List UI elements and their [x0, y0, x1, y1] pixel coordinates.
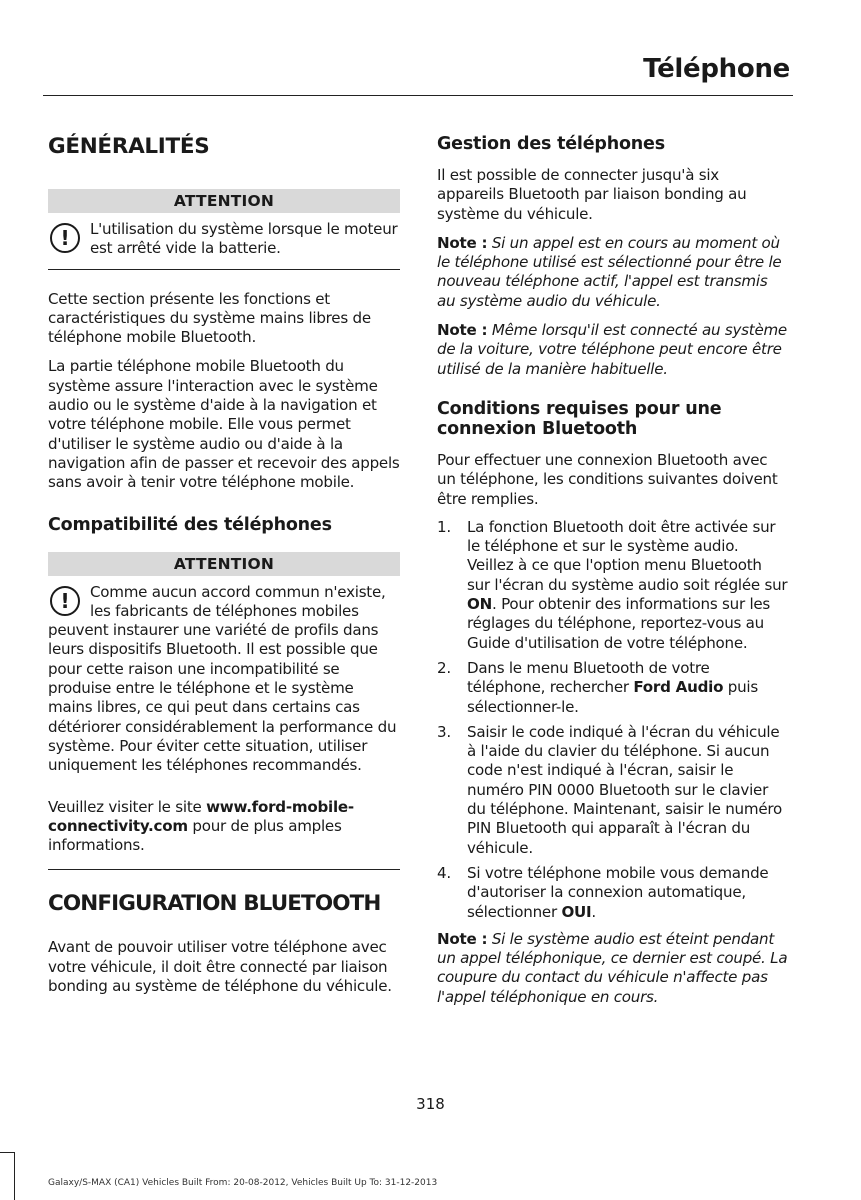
note-text: Si un appel est en cours au moment où le téléphone utilisé est sélectionné pour être le nouveau téléphone actif, l'appel est transmis au système audio du véhicule. [437, 233, 782, 310]
step-keyword: OUI [561, 902, 592, 921]
left-column [48, 122, 400, 996]
step-keyword: ON [467, 595, 492, 614]
list-item [437, 659, 789, 717]
step-text: Si votre téléphone mobile vous demande d'autoriser la connexion automatique, sélectionner [467, 863, 769, 921]
warning-end-rule [48, 269, 400, 270]
paragraph-visit [48, 798, 400, 856]
paragraph-conditions: Pour effectuer une connexion Bluetooth avec un téléphone, les conditions suivantes doivent être remplies. [437, 450, 778, 508]
step-text-after: . Pour obtenir des informations sur les réglages du téléphone, reportez-vous au Guide d'utilisation de votre téléphone. [467, 595, 771, 652]
note-text: Si le système audio est éteint pendant un appel téléphonique, ce dernier est coupé. La coupure du contact du véhicule n'affecte pas l'appel téléphonique en cours. [437, 929, 788, 1006]
warning-body [48, 213, 400, 259]
note-label: Note : [437, 233, 488, 252]
step-text-after: puis sélectionner-le. [467, 678, 758, 716]
footer-vehicle-info: Galaxy/S-MAX (CA1) Vehicles Built From: 20-08-2012, Vehicles Built Up To: 31-12-2013 [48, 1178, 438, 1188]
page-number: 318 [416, 1095, 445, 1113]
step-number: 4. [437, 863, 451, 882]
warning-box-battery [48, 189, 400, 270]
step-text: La fonction Bluetooth doit être activée sur le téléphone et sur le système audio. Veillez à ce que l'option menu Bluetooth sur l'écran du système audio soit réglée sur [467, 517, 788, 594]
section-title-generalites: GÉNÉRALITÉS [48, 134, 210, 159]
subsection-title-gestion: Gestion des téléphones [437, 134, 665, 154]
list-item [437, 864, 789, 922]
visit-text-after: pour de plus amples informations. [48, 816, 342, 855]
section-divider [48, 869, 400, 870]
subsection-title-compatibilite: Compatibilité des téléphones [48, 514, 332, 535]
step-keyword: Ford Audio [633, 678, 724, 697]
website-link[interactable]: www.ford-mobile-connectivity.com [48, 797, 354, 835]
warning-icon: ! [50, 586, 80, 616]
warning-box-compatibility [48, 552, 400, 776]
note-active-phone [437, 234, 789, 311]
step-text: Saisir le code indiqué à l'écran du véhicule à l'aide du clavier du téléphone. Si aucun code n'est indiqué à l'écran, saisir le numéro PIN 0000 Bluetooth sur le clavier du téléphone. Maintenant, saisir le numéro PIN Bluetooth qui apparaît à l'écran du véhicule. [467, 722, 782, 857]
paragraph-six-devices: Il est possible de connecter jusqu'à six appareils Bluetooth par liaison bonding au système du véhicule. [437, 166, 747, 223]
right-column [437, 122, 789, 1007]
warning-body [48, 576, 400, 776]
step-number: 3. [437, 722, 451, 741]
step-text-after: . [591, 902, 596, 921]
step-number: 2. [437, 658, 451, 677]
note-label: Note : [437, 321, 488, 340]
subsection-title-conditions: Conditions requises pour une connexion Bluetooth [437, 398, 722, 439]
crop-mark-vertical [14, 1152, 15, 1200]
warning-label: ATTENTION [48, 189, 400, 213]
step-text: Dans le menu Bluetooth de votre téléphone, rechercher [467, 658, 710, 697]
warning-icon: ! [50, 223, 80, 253]
visit-text-before: Veuillez visiter le site [48, 797, 207, 816]
note-usual-use [437, 321, 789, 379]
crop-mark-horizontal [0, 1152, 14, 1153]
header-rule [43, 95, 793, 96]
step-number: 1. [437, 517, 451, 536]
page-header-title: Téléphone [643, 54, 790, 84]
paragraph-intro: Cette section présente les fonctions et caractéristiques du système mains libres de téléphone mobile Bluetooth. [48, 289, 371, 347]
warning-text: Comme aucun accord commun n'existe, les fabricants de téléphones mobiles peuvent instaurer une variété de profils dans leurs dispositifs Bluetooth. Il est possible que pour cette raison une incompatibilité se produise entre le téléphone et le système mains libres, ce qui peut dans certains cas détériorer considérablement la performance du système. Pour éviter cette situation, utiliser uniquement les téléphones recommandés. [48, 582, 397, 775]
steps-list [437, 518, 789, 922]
section-title-configuration: CONFIGURATION BLUETOOTH [48, 891, 381, 917]
warning-text: L'utilisation du système lorsque le moteur est arrêté vide la batterie. [90, 220, 398, 258]
warning-label: ATTENTION [48, 552, 400, 576]
note-label: Note : [437, 929, 488, 948]
note-audio-off [437, 930, 789, 1007]
list-item [437, 723, 789, 858]
paragraph-configuration: Avant de pouvoir utiliser votre téléphone avec votre véhicule, il doit être connecté par liaison bonding au système de téléphone du véhicule. [48, 938, 392, 996]
paragraph-bluetooth: La partie téléphone mobile Bluetooth du système assure l'interaction avec le système audio ou le système d'aide à la navigation et votre téléphone mobile. Elle vous permet d'utiliser le système audio ou d'aide à la navigation afin de passer et recevoir des appels sans avoir à tenir votre téléphone mobile. [48, 357, 400, 492]
note-text: Même lorsqu'il est connecté au système de la voiture, votre téléphone peut encore être utilisé de la manière habituelle. [437, 321, 787, 378]
list-item [437, 518, 789, 653]
